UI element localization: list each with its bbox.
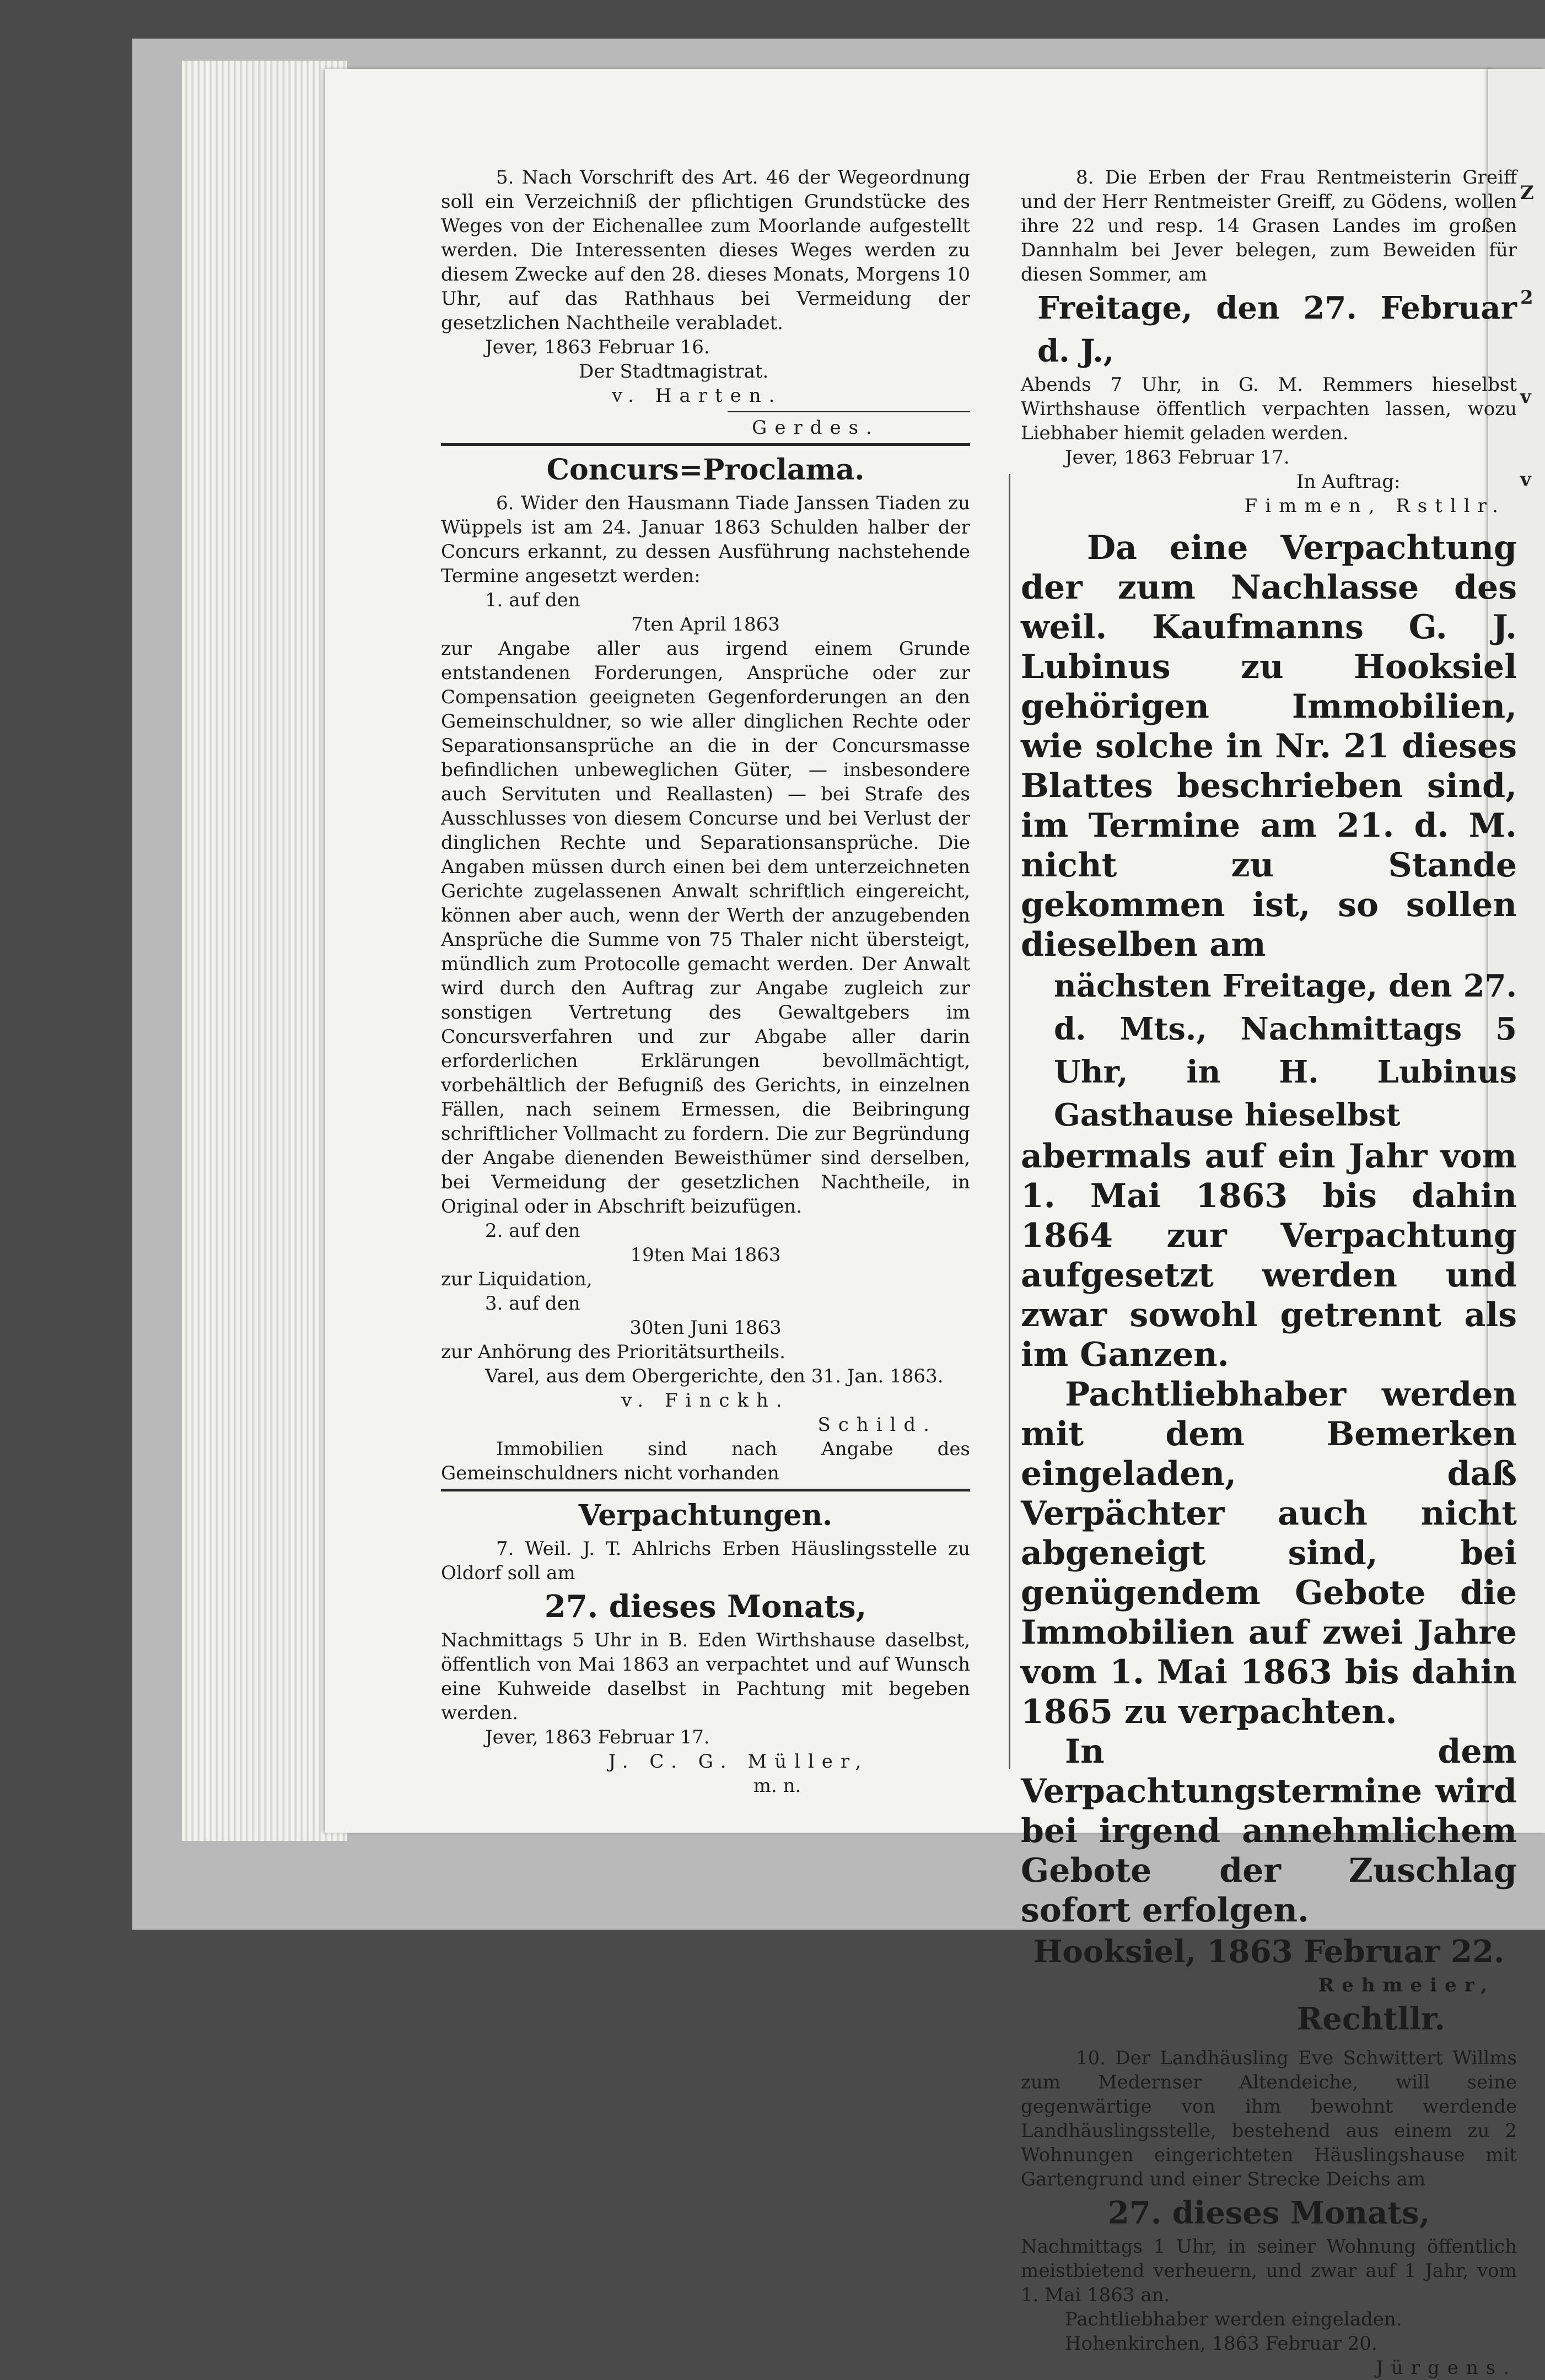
notice-7-intro: 7. Weil. J. T. Ahlrichs Erben Häuslingsstelle zu Oldorf soll am — [441, 1538, 970, 1584]
notice-9-place-date: Hooksiel, 1863 Februar 22. — [1033, 1934, 1505, 1970]
notice-10-signer: Jürgens. — [1376, 2357, 1517, 2379]
notice-9-title: Rechtllr. — [1296, 2001, 1445, 2037]
notice-7-place-date: Jever, 1863 Februar 17. — [485, 1726, 710, 1748]
notice-8-place-date: Jever, 1863 Februar 17. — [1065, 446, 1290, 469]
term-2-date: 19ten Mai 1863 — [630, 1244, 781, 1266]
notice-9-date: nächsten Freitage, den 27. d. Mts., Nachmittags 5 Uhr, in H. Lubinus Gasthause hieselbst — [1054, 968, 1517, 1133]
notice-5-authority: Der Stadtmagistrat. — [579, 360, 769, 383]
heading-verpachtungen: Verpachtungen. — [578, 1499, 833, 1532]
court-line: Varel, aus dem Obergerichte, den 31. Jan. 1863. — [485, 1365, 944, 1387]
notice-10-body: Nachmittags 1 Uhr, in seiner Wohnung öffentlich meistbietend verheuern, und zwar auf 1 Jahr, vom 1. Mai 1863 an. — [1021, 2236, 1517, 2306]
section-rule — [441, 443, 970, 446]
next-page-fragment: v — [1520, 469, 1531, 491]
notice-7-signer: J. C. G. Müller, — [608, 1751, 869, 1773]
next-page-fragment: Z — [1520, 182, 1534, 204]
term-1-date: 7ten April 1863 — [631, 613, 780, 636]
court-clerk: Schild. — [817, 1414, 937, 1436]
notice-5-clerk: Gerdes. — [752, 417, 880, 439]
heading-concurs: Concurs=Proclama. — [546, 453, 865, 487]
notice-10-line-2: Pachtliebhaber werden eingeladen. — [1065, 2308, 1402, 2330]
section-rule — [441, 1489, 970, 1491]
notice-8-signer: Fimmen, Rstllr. — [1244, 495, 1506, 517]
term-3-label: 3. auf den — [485, 1293, 580, 1315]
footnote: Immobilien sind nach Angabe des Gemeinschuldners nicht vorhanden — [441, 1438, 970, 1484]
next-page-fragment: v — [1520, 386, 1531, 408]
notice-10-text: 10. Der Landhäusling Eve Schwittert Willms zum Medernser Altendeiche, will seine gegenwärtige von ihm bewohnt werdende Landhäuslingsstelle, bestehend aus einem zu 2 Wohnungen eingerichteten Häuslingshause mit Gartengrund und einer Strecke Deichs am — [1021, 2047, 1517, 2190]
notice-7-signer-suffix: m. n. — [753, 1775, 801, 1797]
rule — [728, 411, 970, 412]
notice-5-date: Jever, 1863 Februar 16. — [485, 336, 710, 358]
notice-8-auftrag: In Auftrag: — [1296, 471, 1401, 493]
notice-6-intro: 6. Wider den Hausmann Tiade Janssen Tiaden zu Wüppels ist am 24. Januar 1863 Schulden halber der Concurs erkannt, zu dessen Ausführung nachstehende Termine angesetzt werden: — [441, 492, 970, 587]
notice-5-text: 5. Nach Vorschrift des Art. 46 der Wegeordnung soll ein Verzeichniß der pflichtigen Grundstücke des Weges von der Eichenallee zum Moorlande aufgestellt werden. Die Interessenten dieses Weges werden zu diesem Zwecke auf den 28. dieses Monats, Morgens 10 Uhr, auf das Rathhaus bei Vermeidung der gesetzlichen Nachtheile verabladet. — [441, 166, 970, 334]
notice-8-date: Freitage, den 27. Februar d. J., — [1037, 290, 1517, 369]
left-column — [441, 165, 970, 1798]
term-3-date: 30ten Juni 1863 — [629, 1317, 782, 1339]
notice-7-date: 27. dieses Monats, — [544, 1589, 867, 1625]
notice-10-place-date: Hohenkirchen, 1863 Februar 20. — [1065, 2333, 1377, 2355]
notice-9-signer: Rehmeier, — [1318, 1974, 1495, 1996]
notice-10-date: 27. dieses Monats, — [1107, 2195, 1430, 2231]
notice-5-signer: v. Harten. — [612, 385, 783, 407]
term-2-label: 2. auf den — [485, 1220, 580, 1242]
notice-8-text: 8. Die Erben der Frau Rentmeisterin Greiff und der Herr Rentmeister Greiff, zu Gödens, wollen ihre 22 und resp. 14 Grasen Landes im großen Dannhalm bei Jever belegen, zum Beweiden für diesen Sommer, am — [1021, 166, 1517, 286]
right-column — [1021, 165, 1517, 2380]
page-edges — [182, 61, 347, 1841]
court-signer: v. Finckh. — [621, 1390, 790, 1412]
term-2-text: zur Liquidation, — [441, 1268, 593, 1290]
notice-8-body: Abends 7 Uhr, in G. M. Remmers hieselbst Wirthshause öffentlich verpachten lassen, wozu Liebhaber hiemit geladen werden. — [1021, 374, 1517, 444]
next-page-fragment: 2 — [1520, 287, 1533, 309]
notice-9-text-2: abermals auf ein Jahr vom 1. Mai 1863 bis dahin 1864 zur Verpachtung aufgesetzt werden und zwar sowohl getrennt als im Ganzen. — [1021, 1137, 1517, 1374]
notice-7-text: Nachmittags 5 Uhr in B. Eden Wirthshause daselbst, öffentlich von Mai 1863 an verpachtet und auf Wunsch eine Kuhweide daselbst in Pachtung mit begeben werden. — [441, 1629, 970, 1724]
notice-9-text-3: Pachtliebhaber werden mit dem Bemerken eingeladen, daß Verpächter auch nicht abgeneigt sind, bei genügendem Gebote die Immobilien auf zwei Jahre vom 1. Mai 1863 bis dahin 1865 zu verpachten. — [1021, 1375, 1517, 1731]
column-divider — [1009, 474, 1010, 1769]
notice-9-text-4: In dem Verpachtungstermine wird bei irgend annehmlichem Gebote der Zuschlag sofort erfolgen. — [1021, 1732, 1517, 1930]
term-3-text: zur Anhörung des Prioritätsurtheils. — [441, 1341, 785, 1363]
term-1-label: 1. auf den — [485, 589, 580, 611]
notice-9-text: Da eine Verpachtung der zum Nachlasse des weil. Kaufmanns G. J. Lubinus zu Hooksiel gehörigen Immobilien, wie solche in Nr. 21 dieses Blattes beschrieben sind, im Termine am 21. d. M. nicht zu Stande gekommen ist, so sollen dieselben am — [1021, 529, 1517, 964]
term-1-text: zur Angabe aller aus irgend einem Grunde entstandenen Forderungen, Ansprüche oder zur Compensation geeigneten Gegenforderungen an den Gemeinschuldner, so wie aller dinglichen Rechte oder Separationsansprüche an die in der Concursmasse befindlichen unbeweglichen Güter, — insbesondere auch Servituten und Reallasten) — bei Strafe des Ausschlusses von diesem Concurse und bei Verlust der dinglichen Rechte und Separationsansprüche. Die Angaben müssen durch einen bei dem unterzeichneten Gerichte zugelassenen Anwalt schriftlich eingereicht, können aber auch, wenn der Werth der anzugebenden Ansprüche die Summe von 75 Thaler nicht übersteigt, mündlich zum Protocolle gemacht werden. Der Anwalt wird durch den Auftrag zur Angabe zugleich zur sonstigen Vertretung des Gewaltgebers im Concursverfahren und zur Abgabe aller darin erforderlichen Erklärungen bevollmächtigt, vorbehältlich der Befugniß des Gerichts, in einzelnen Fällen, nach seinem Ermessen, die Beibringung schriftlicher Vollmacht zu fordern. Die zur Begründung der Angabe dienenden Beweisthümer sind derselben, bei Vermeidung der gesetzlichen Nachtheile, in Original oder in Abschrift beizufügen. — [441, 638, 970, 1218]
